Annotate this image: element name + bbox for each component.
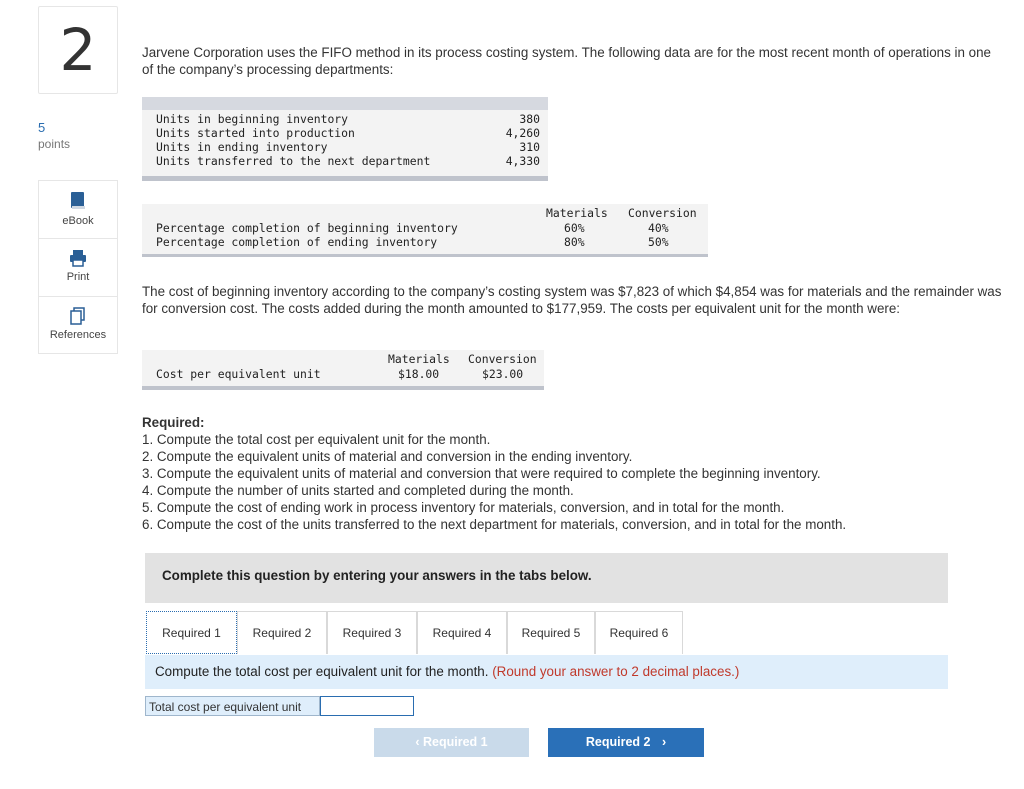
tab-required-6[interactable]: Required 6 xyxy=(595,611,683,654)
table-footer-line xyxy=(142,386,544,390)
list-item: 6. Compute the cost of the units transferred to the next department for materials, conversion, and in total for the month. xyxy=(142,517,847,532)
column-header-conversion: Conversion xyxy=(628,206,697,220)
prev-button-label: Required 1 xyxy=(423,735,488,749)
tab-required-4[interactable]: Required 4 xyxy=(417,611,507,654)
instructions-banner xyxy=(145,553,948,603)
tab-required-3[interactable]: Required 3 xyxy=(327,611,417,654)
table-cell-value: 40% xyxy=(648,221,669,235)
cost-table xyxy=(142,350,544,386)
total-cost-input[interactable] xyxy=(320,696,414,716)
table-cell-label: Units in ending inventory xyxy=(156,140,328,154)
rounding-note: (Round your answer to 2 decimal places.) xyxy=(492,664,740,679)
table-footer-line xyxy=(142,254,708,257)
references-icon xyxy=(70,307,86,325)
table-cell-value: 4,330 xyxy=(505,154,540,168)
table-cell-value: $18.00 xyxy=(398,367,440,381)
points-label: points xyxy=(38,137,71,151)
table-cell-value: 310 xyxy=(519,140,540,154)
table-cell-value: 80% xyxy=(564,235,585,249)
table-footer-line xyxy=(142,176,548,181)
next-button-label: Required 2 xyxy=(585,735,651,749)
sidebar-item-references[interactable] xyxy=(39,307,117,341)
book-icon xyxy=(70,191,86,211)
table-header-bar xyxy=(142,97,548,110)
intro-text: Jarvene Corporation uses the FIFO method in its process costing system. The following data are for the most recent month of operations in one of the company’s processing departments: xyxy=(142,45,991,77)
required-heading: Required: xyxy=(142,415,205,430)
list-item: 2. Compute the equivalent units of material and conversion in the ending inventory. xyxy=(142,449,633,464)
column-header-conversion: Conversion xyxy=(468,352,537,366)
column-header-materials: Materials xyxy=(546,206,608,220)
table-cell-value: 380 xyxy=(519,112,540,126)
table-cell-label: Units transferred to the next department xyxy=(156,154,431,168)
sidebar-item-label: References xyxy=(49,329,107,341)
required-section xyxy=(142,414,1002,533)
tab-required-5[interactable]: Required 5 xyxy=(507,611,595,654)
table-cell-value: 50% xyxy=(648,235,669,249)
prev-tab-button[interactable] xyxy=(374,728,529,757)
completion-table xyxy=(142,204,708,254)
table-cell-label: Percentage completion of beginning inventory xyxy=(156,221,458,235)
column-header-materials: Materials xyxy=(388,352,450,366)
table-cell-value: $23.00 xyxy=(482,367,524,381)
sidebar-item-label: Print xyxy=(66,271,90,283)
sidebar-item-label: eBook xyxy=(62,215,94,227)
chevron-right-icon: › xyxy=(661,735,667,749)
tab-required-1[interactable]: Required 1 xyxy=(146,611,237,654)
table-cell-label: Cost per equivalent unit xyxy=(156,367,321,381)
banner-text: Complete this question by entering your answers in the tabs below. xyxy=(162,568,592,583)
sidebar-tools xyxy=(38,180,118,354)
table-cell-label: Units in beginning inventory xyxy=(156,112,349,126)
table-cell-label: Percentage completion of ending inventory xyxy=(156,235,438,249)
tab-instruction xyxy=(145,655,948,689)
list-item: 4. Compute the number of units started and completed during the month. xyxy=(142,483,574,498)
printer-icon xyxy=(69,249,87,267)
question-number: 2 xyxy=(38,6,118,94)
sidebar-item-print[interactable] xyxy=(39,249,117,283)
next-tab-button[interactable] xyxy=(548,728,704,757)
units-table xyxy=(142,110,548,176)
answer-label: Total cost per equivalent unit xyxy=(145,696,320,716)
points-value: 5 xyxy=(38,120,46,135)
chevron-left-icon: ‹ xyxy=(415,735,420,749)
list-item: 3. Compute the equivalent units of material and conversion that were required to complete the beginning inventory. xyxy=(142,466,821,481)
table-cell-value: 4,260 xyxy=(505,126,540,140)
sidebar-item-ebook[interactable] xyxy=(39,191,117,227)
list-item: 5. Compute the cost of ending work in process inventory for materials, conversion, and in total for the month. xyxy=(142,500,785,515)
list-item: 1. Compute the total cost per equivalent unit for the month. xyxy=(142,432,491,447)
tab-required-2[interactable]: Required 2 xyxy=(237,611,327,654)
cost-description: The cost of beginning inventory according to the company’s costing system was $7,823 of which $4,854 was for materials and the remainder was for conversion cost. The costs added during the month amounted to $177,959. The costs per equivalent unit for the month were: xyxy=(142,284,1002,316)
instruction-text: Compute the total cost per equivalent unit for the month. xyxy=(155,664,489,679)
table-cell-value: 60% xyxy=(564,221,585,235)
table-cell-label: Units started into production xyxy=(156,126,355,140)
